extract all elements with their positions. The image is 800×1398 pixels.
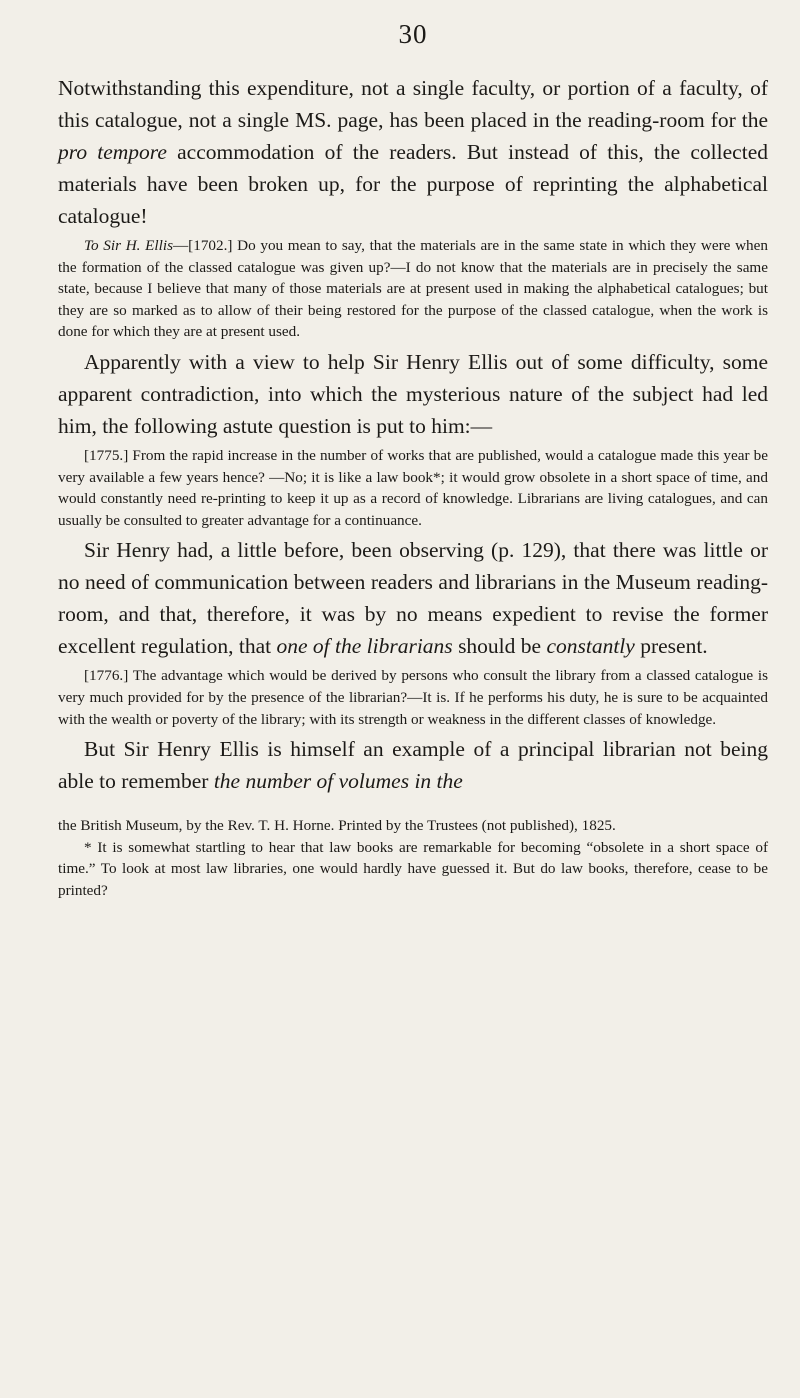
paragraph-expenditure-italic: pro tempore [58,140,167,164]
paragraph-librarians-italic-2: constantly [546,634,635,659]
paragraph-librarians-italic-1: one of the librarians [276,634,453,659]
page-number: 30 [398,19,428,49]
paragraph-librarians-mid: should be [452,634,547,659]
paragraph-ellis-text: But Sir Henry Ellis is himself an example of a principal librarian not being able to remember [58,737,768,794]
quote-1776: [1776.] The advantage which would be derived by persons who consult the library from a classed catalogue is very much provided for by the presence of the librarian?—It is. If he performs his duty, he is sure to be acquainted with the wealth or poverty of the library; with its strength or weakness in the different classes of knowledge. [58,667,768,728]
paragraph-expenditure [58,72,768,232]
quote-1702-text: —[1702.] Do you mean to say, that the materials are in the same state in which they were when the formation of the classed catalogue was given up?—I do not know that the materials are in precisely the same state, because I believe that many of those materials are at present used in making the alphabetical catalogues; but they are so marked as to allow of their being restored for the purpose of the classed catalogue, when the work is done for which they are at present used. [58,237,768,341]
footnote-law-books: * It is somewhat startling to hear that law books are remarkable for becoming “obsolete in a short space of time.” To look at most law libraries, one would hardly have guessed it. But do law books, therefore, cease to be printed? [58,838,768,899]
paragraph-expenditure-text: Notwithstanding this expenditure, not a single faculty, or portion of a faculty, of this catalogue, not a single MS. page, has been placed in the reading-room for the [58,76,768,132]
paragraph-ellis-italic: the number of volumes in the [213,769,463,794]
paragraph-ellis-example [58,733,768,797]
quote-1775: [1775.] From the rapid increase in the number of works that are published, would a catalogue made this year be very available a few years hence? —No; it is like a law book*; it would grow obsolete in a short space of time, and would constantly need re-printing to keep it up as a record of knowledge. Librarians are living catalogues, and can usually be consulted to greater advantage for a continuance. [58,446,768,529]
footnote-continuation: the British Museum, by the Rev. T. H. Horne. Printed by the Trustees (not published), 1825. [58,817,616,835]
paragraph-expenditure-end: accommodation of the readers. But instead of this, the collected materials have been broken up, for the purpose of reprinting the alphabetical catalogue! [58,140,768,228]
quote-1702 [58,235,768,343]
book-page [58,18,768,902]
footnotes [58,815,768,901]
paragraph-librarians-end: present. [634,634,708,659]
paragraph-librarians-text: Sir Henry had, a little before, been observing (p. 129), that there was little or no need of communication between readers and librarians in the Museum reading-room, and that, therefore, it was by no means expedient to revise the former excellent regulation, that [58,538,768,659]
paragraph-astute-question: Apparently with a view to help Sir Henry Ellis out of some difficulty, some apparent contradiction, into which the mysterious nature of the subject had led him, the following astute question is put to him:— [58,349,768,438]
quote-1702-addressee: To Sir H. Ellis [84,237,173,254]
paragraph-librarians-present [58,534,768,662]
